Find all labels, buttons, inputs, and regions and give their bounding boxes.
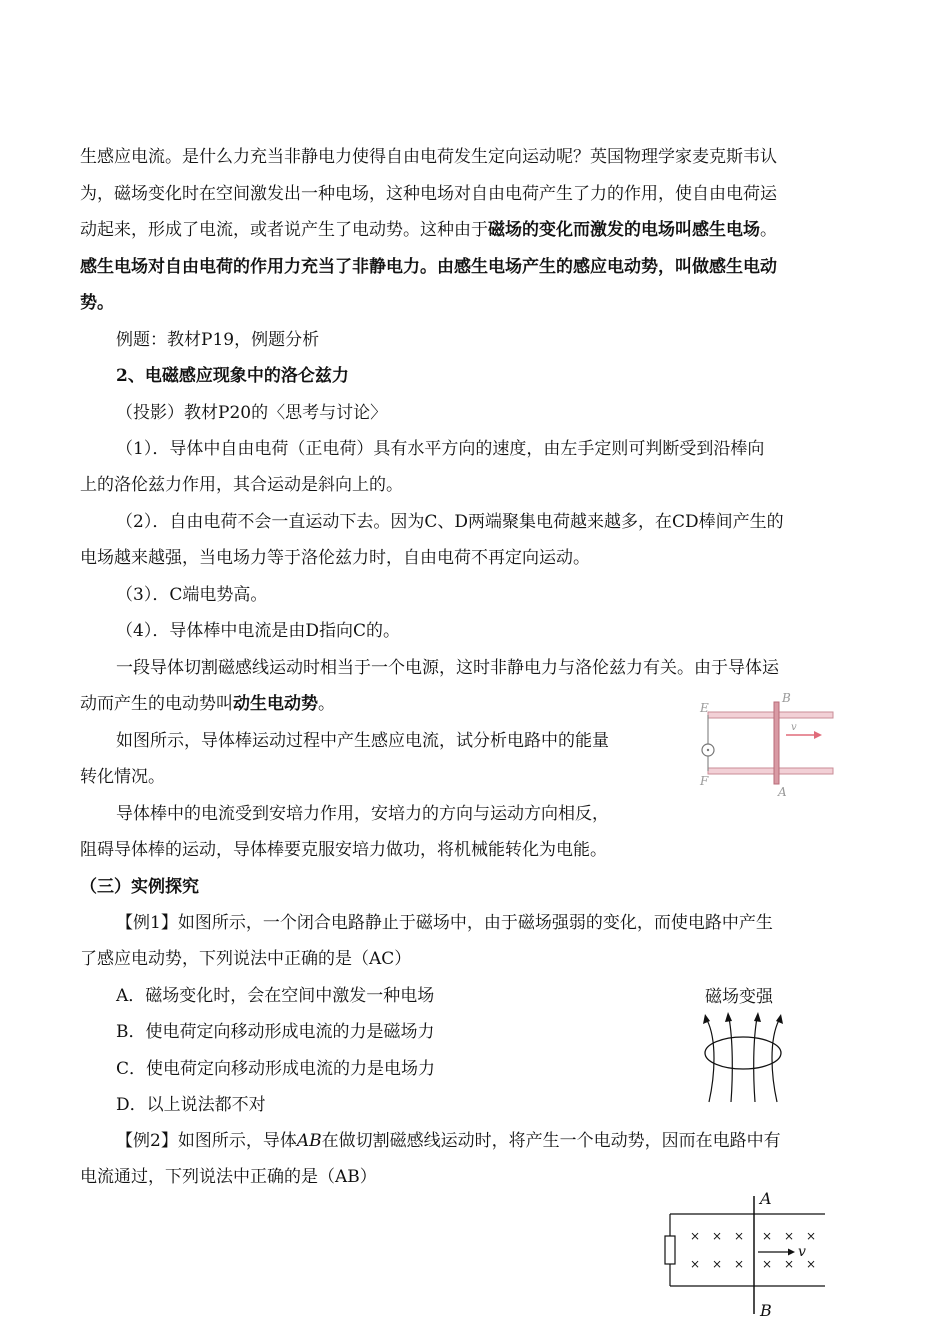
ex1-line1: 【例1】如图所示，一个闭合电路静止于磁场中，由于磁场强弱的变化，而使电路中产生 xyxy=(116,913,773,933)
label-E: E xyxy=(700,701,709,715)
item1-line2: 上的洛伦兹力作用，其合运动是斜向上的。 xyxy=(80,475,403,495)
ex2-line1 xyxy=(116,1130,781,1152)
ex2-line2: 电流通过，下列说法中正确的是（AB） xyxy=(80,1167,377,1187)
circuit-rod-figure xyxy=(660,1190,830,1320)
label-rod-A: A xyxy=(760,1190,772,1208)
loop-field-figure xyxy=(695,980,805,1105)
para4-line2: 阻碍导体棒的运动，导体棒要克服安培力做功，将机械能转化为电能。 xyxy=(80,840,607,860)
ex1-option-c: C．使电荷定向移动形成电流的力是电场力 xyxy=(116,1059,436,1079)
label-B: B xyxy=(782,691,791,705)
para2-line2-text: 动而产生的电动势叫 xyxy=(80,694,233,714)
ex2-line1-text: 【例2】如图所示，导体 xyxy=(116,1131,297,1151)
para3-line2: 转化情况。 xyxy=(80,767,165,787)
para1-line4: 感生电场对自由电荷的作用力充当了非静电力。由感生电场产生的感应电动势，叫做感生电动 xyxy=(80,257,777,277)
conductor-rod xyxy=(774,702,779,784)
para1-line2: 为，磁场变化时在空间激发出一种电场，这种电场对自由电荷产生了力的作用，使自由电荷运 xyxy=(80,184,777,204)
field-cross: × xyxy=(734,1257,745,1271)
field-cross: × xyxy=(806,1229,817,1243)
velocity-v-label: v xyxy=(798,1244,806,1260)
ex1-option-d: D．以上说法都不对 xyxy=(116,1095,266,1115)
item3: （3）．C端电势高。 xyxy=(116,585,268,605)
item2-line2: 电场越来越强，当电场力等于洛伦兹力时，自由电荷不再定向运动。 xyxy=(80,548,590,568)
field-strengthens-label: 磁场变强 xyxy=(705,987,773,1007)
motional-emf-term: 动生电动势 xyxy=(233,694,318,714)
field-cross: × xyxy=(762,1229,773,1243)
ex1-line2: 了感应电动势，下列说法中正确的是（AC） xyxy=(80,949,412,969)
label-rod-B: B xyxy=(760,1301,772,1320)
para1-line3-text: 动起来，形成了电流，或者说产生了电动势。这种由于 xyxy=(80,220,488,240)
para3-line1: 如图所示，导体棒运动过程中产生感应电流，试分析电路中的能量 xyxy=(116,731,609,751)
field-cross: × xyxy=(690,1229,701,1243)
example-reference: 例题：教材P19，例题分析 xyxy=(116,330,320,350)
item2-line1: （2）．自由电荷不会一直运动下去。因为C、D两端聚集电荷越来越多，在CD棒间产生的 xyxy=(116,512,784,532)
para2-line2 xyxy=(80,693,335,715)
item4: （4）．导体棒中电流是由D指向C的。 xyxy=(116,621,400,641)
para1-line3 xyxy=(80,219,777,241)
field-cross: × xyxy=(712,1229,723,1243)
ex1-option-b: B．使电荷定向移动形成电流的力是磁场力 xyxy=(116,1022,435,1042)
section3-title: （三）实例探究 xyxy=(80,877,199,897)
field-cross: × xyxy=(784,1257,795,1271)
ex2-line1-end: 在做切割磁感线运动时，将产生一个电动势，因而在电路中有 xyxy=(321,1131,781,1151)
closed-loop xyxy=(705,1037,781,1069)
field-cross: × xyxy=(806,1257,817,1271)
induced-field-definition: 磁场的变化而激发的电场叫感生电场 xyxy=(488,220,760,240)
para1-line1: 生感应电流。是什么力充当非静电力使得自由电荷发生定向运动呢？英国物理学家麦克斯韦认 xyxy=(80,147,777,167)
resistor xyxy=(665,1236,675,1264)
label-F: F xyxy=(700,774,709,788)
field-cross: × xyxy=(690,1257,701,1271)
field-cross: × xyxy=(762,1257,773,1271)
label-A: A xyxy=(778,785,787,799)
ex1-option-a: A．磁场变化时，会在空间中激发一种电场 xyxy=(116,986,435,1006)
rail-rod-figure xyxy=(696,690,841,800)
velocity-label: v xyxy=(791,722,797,733)
projection-note: （投影）教材P20的〈思考与讨论〉 xyxy=(116,403,388,423)
field-cross: × xyxy=(784,1229,795,1243)
field-cross: × xyxy=(712,1257,723,1271)
para1-line3-end: 。 xyxy=(760,220,777,240)
para4-line1: 导体棒中的电流受到安培力作用，安培力的方向与运动方向相反， xyxy=(116,804,609,824)
para1-line5: 势。 xyxy=(80,293,114,313)
para2-line1: 一段导体切割磁感线运动时相当于一个电源，这时非静电力与洛伦兹力有关。由于导体运 xyxy=(116,658,779,678)
item1-line1: （1）．导体中自由电荷（正电荷）具有水平方向的速度，由左手定则可判断受到沿棒向 xyxy=(116,439,765,459)
para2-line2-end: 。 xyxy=(318,694,335,714)
field-cross: × xyxy=(734,1229,745,1243)
section2-title: 2、电磁感应现象中的洛仑兹力 xyxy=(116,366,349,386)
ex2-rod-label: AB xyxy=(296,1131,322,1151)
